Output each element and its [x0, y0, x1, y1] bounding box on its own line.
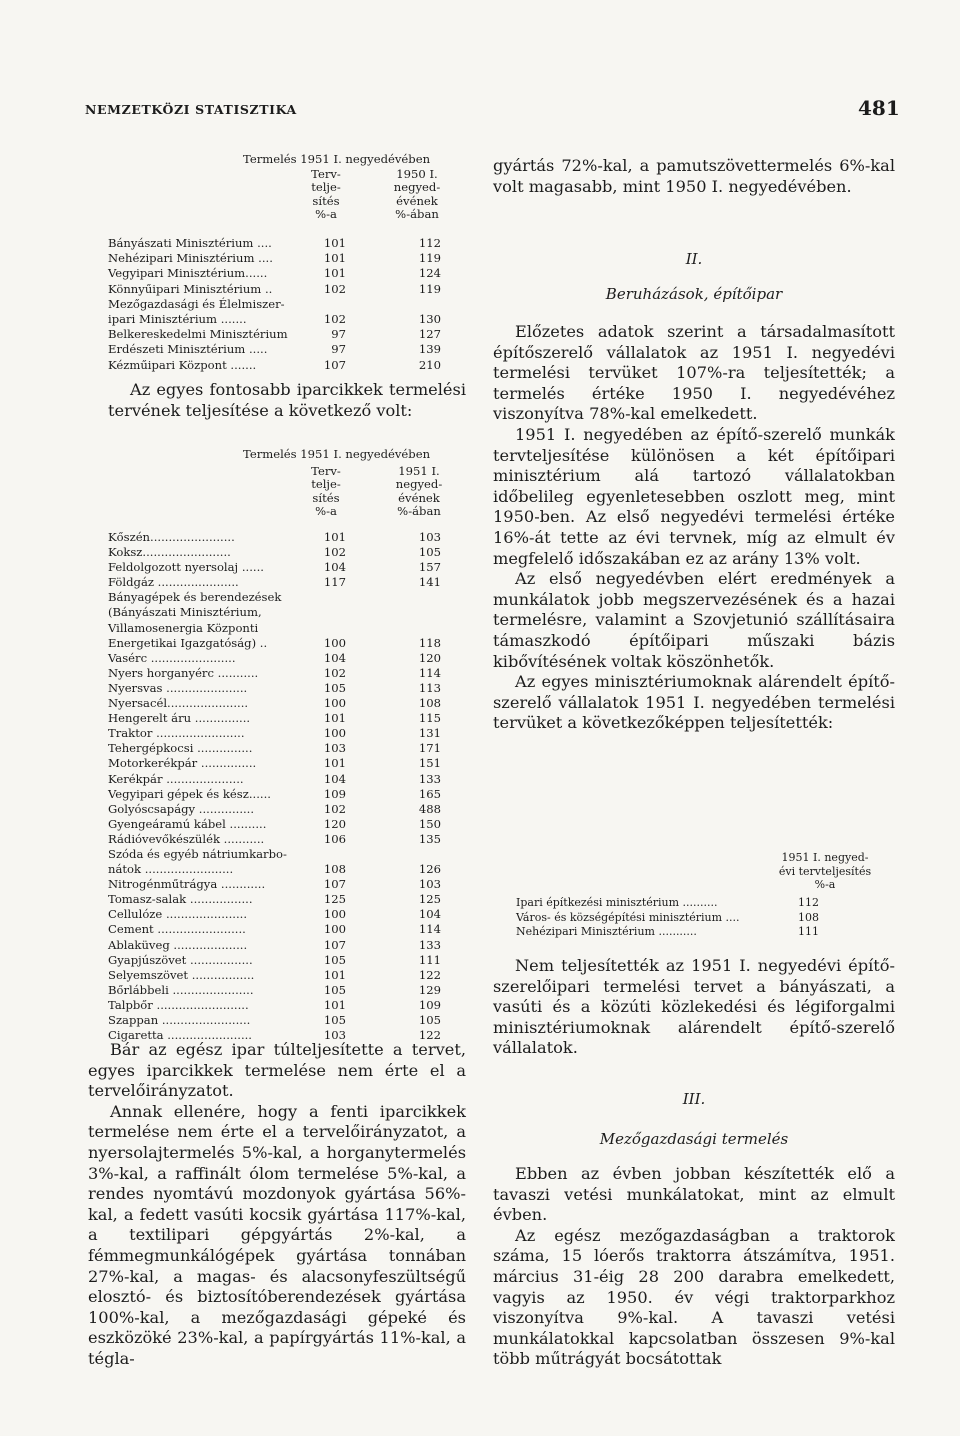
row-label: Gyengeáramú kábel ..........: [108, 816, 267, 831]
row-value-1: 109: [323, 786, 346, 801]
row-label: Cigaretta .......................: [108, 1028, 252, 1043]
table-row: [108, 711, 468, 726]
row-value-1: 102: [323, 665, 346, 680]
row-label: Nyers horganyérc ...........: [108, 665, 259, 680]
row-value-1: 103: [323, 741, 346, 756]
row-value-1: 100: [323, 922, 346, 937]
row-value-1: 103: [323, 1028, 346, 1043]
section3-text: [493, 1164, 895, 1370]
row-label: Vegyipari gépek és kész......: [108, 786, 271, 801]
table-row: [516, 911, 896, 926]
table-row: [516, 896, 896, 911]
row-value-2: 488: [418, 801, 441, 816]
row-value-1: 100: [323, 635, 346, 650]
row-value-2: 111: [418, 952, 441, 967]
row-label: Földgáz ......................: [108, 575, 239, 590]
row-value-1: 104: [323, 650, 346, 665]
row-label: Koksz........................: [108, 545, 231, 560]
row-value-1: 101: [323, 711, 346, 726]
row-value-1: 101: [323, 967, 346, 982]
table-row: [108, 297, 468, 312]
row-value-1: 105: [323, 952, 346, 967]
row-value-2: 133: [418, 937, 441, 952]
table-row: [108, 998, 468, 1013]
table-row: [108, 696, 468, 711]
row-value-1: 101: [323, 236, 346, 250]
running-header: NEMZETKÖZI STATISZTIKA: [85, 102, 297, 117]
row-value-2: 104: [418, 907, 441, 922]
table-row: [108, 312, 468, 327]
table-row: [108, 907, 468, 922]
row-value-2: 118: [418, 635, 441, 650]
row-value-2: 103: [418, 530, 441, 544]
row-value-2: 109: [418, 997, 441, 1012]
table2-col2-header: 1951 I. negyed- évének %-ában: [395, 464, 443, 519]
row-value-2: 105: [418, 545, 441, 560]
row-label: Kőszén.......................: [108, 530, 235, 544]
row-label: Nehézipari Minisztérium ....: [108, 251, 273, 266]
table-row: [108, 726, 468, 741]
row-label: ipari Minisztérium .......: [108, 311, 247, 326]
table-row: [108, 756, 468, 771]
section3-title: Mezőgazdasági termelés: [599, 1130, 789, 1148]
row-value-2: 139: [418, 342, 441, 357]
section3-number: III.: [682, 1090, 706, 1108]
table-row: [108, 862, 468, 877]
row-value-2: 130: [418, 311, 441, 326]
row-label: Golyóscsapágy ...............: [108, 801, 255, 816]
row-value-1: 101: [323, 997, 346, 1012]
row-value-1: 125: [323, 892, 346, 907]
table3-header: 1951 I. negyed- évi tervteljesítés %-a: [778, 851, 872, 891]
row-value-2: 108: [418, 696, 441, 711]
row-value-2: 141: [418, 575, 441, 590]
row-label: Feldolgozott nyersolaj ......: [108, 560, 264, 575]
row-value-1: 107: [323, 357, 346, 372]
row-label: Bányagépek és berendezések: [108, 590, 282, 605]
row-label: Nehézipari Minisztérium ...........: [516, 925, 697, 938]
row-value-2: 150: [418, 816, 441, 831]
row-label: Traktor ........................: [108, 726, 245, 741]
row-value-1: 104: [323, 771, 346, 786]
section2-closing-text: [493, 956, 895, 1059]
row-value-1: 105: [323, 680, 346, 695]
row-value-2: 112: [418, 236, 441, 250]
row-value-1: 105: [323, 1013, 346, 1027]
row-label: Könnyűipari Minisztérium ..: [108, 281, 273, 296]
section2-closing-paragraph: Nem teljesítették az 1951 I. negyedévi építő-szerelőipari termelési tervet a bányászati, a vasúti és a közúti közlekedési és légiforgalmi minisztériumoknak alárendelt építő-szerelő vállalatok.: [493, 956, 895, 1058]
row-label: Villamosenergia Központi: [108, 620, 259, 635]
table-row: [108, 605, 468, 620]
row-value-1: 120: [323, 816, 346, 831]
right-top-text: [493, 156, 895, 197]
section2-paragraph-1: Előzetes adatok szerint a társadalmasított építőszerelő vállalatok az 1951 I. negyedévi termelési tervüket 107%-ra teljesítették; a termelés értéke 1950 I. negyedévéhez viszonyítva 78%-kal emelkedett.: [493, 322, 895, 424]
row-label: (Bányászati Minisztérium,: [108, 605, 262, 620]
row-value-2: 133: [418, 771, 441, 786]
row-value-2: 122: [418, 967, 441, 982]
row-value-1: 105: [323, 982, 346, 997]
row-value-2: 210: [418, 357, 441, 372]
row-value-1: 108: [323, 862, 346, 877]
page-number: 481: [858, 96, 900, 120]
row-value-2: 115: [418, 711, 441, 726]
table-row: [108, 1013, 468, 1028]
row-label: Nyersvas ......................: [108, 680, 248, 695]
table1-col2-header: 1950 I. negyed- évének %-ában: [393, 167, 441, 222]
row-value-1: 97: [331, 327, 346, 342]
row-value-2: 125: [418, 892, 441, 907]
row-value-1: 102: [323, 545, 346, 560]
row-value-2: 127: [418, 327, 441, 342]
row-value-2: 119: [418, 251, 441, 266]
right-top-paragraph: gyártás 72%-kal, a pamutszövettermelés 6%-kal volt magasabb, mint 1950 I. negyedévében.: [493, 156, 895, 196]
table-row: [108, 741, 468, 756]
row-label: Vasérc .......................: [108, 650, 236, 665]
table1-col1-header: Terv- telje- sítés %-a: [311, 167, 341, 222]
table-row: [108, 847, 468, 862]
table-row: [108, 621, 468, 636]
row-value-1: 106: [323, 831, 346, 846]
section3-paragraph-1: Ebben az évben jobban készítették elő a tavaszi vetési munkálatokat, mint az elmult évben.: [493, 1164, 895, 1225]
row-label: Ipari építkezési minisztérium ..........: [516, 896, 718, 909]
row-value-1: 117: [323, 575, 346, 590]
table-row: [108, 342, 468, 357]
row-label: Rádióvevőkészülék ...........: [108, 831, 265, 846]
table-row: [108, 968, 468, 983]
row-label: Hengerelt áru ...............: [108, 711, 251, 726]
row-label: Tehergépkocsi ...............: [108, 741, 253, 756]
row-value-2: 119: [418, 281, 441, 296]
table-row: [108, 282, 468, 297]
intro-text: Az egyes fontosabb iparcikkek termelési tervének teljesítése a következő volt:: [108, 380, 466, 420]
table-row: [108, 358, 468, 373]
table2-col1-header: Terv- telje- sítés %-a: [311, 464, 341, 519]
row-value-2: 103: [418, 877, 441, 892]
row-label: Erdészeti Minisztérium .....: [108, 342, 268, 357]
table-row: [108, 877, 468, 892]
row-label: Bányászati Minisztérium ....: [108, 236, 272, 250]
row-label: Talpbőr .........................: [108, 997, 249, 1012]
section2-number: II.: [685, 250, 703, 268]
row-label: Mezőgazdasági és Élelmiszer-: [108, 296, 285, 311]
table-row: [108, 953, 468, 968]
row-label: nátok ........................: [108, 862, 234, 877]
row-label: Kerékpár .....................: [108, 771, 244, 786]
section3-paragraph-2: Az egész mezőgazdaságban a traktorok száma, 15 lóerős traktorra átszámítva, 1951. március 31-éig 28 200 darabra emelkedett, vagyis az 1950. év végi traktorparkhoz viszonyítva 9%-kal. A tavaszi vetési munkálatokkal kapcsolatban összesen 9%-kal több műtrágyát bocsátottak: [493, 1225, 895, 1369]
row-label: Cement ........................: [108, 922, 246, 937]
row-value-1: 101: [323, 530, 346, 544]
table-row: [108, 530, 468, 545]
section2-paragraph-3: Az első negyedévben elért eredmények a munkálatok jobb megszervezésének és a hazai termelésre, valamint a Szovjetunió szállításaira támaszkodó építőipari műszaki bázis kibővítésének voltak köszönhetők.: [493, 569, 895, 671]
row-value-2: 126: [418, 862, 441, 877]
table-row: [108, 236, 468, 251]
row-value-2: 151: [418, 756, 441, 771]
row-value-2: 114: [418, 922, 441, 937]
row-value-2: 135: [418, 831, 441, 846]
row-value-2: 124: [418, 266, 441, 281]
row-value-1: 101: [323, 266, 346, 281]
table-row: [516, 925, 896, 940]
table-row: [108, 575, 468, 590]
left-paragraph-1: Bár az egész ipar túlteljesítette a tervet, egyes iparcikkek termelése nem érte el a tervelőirányzatot.: [88, 1040, 466, 1101]
row-value-2: 120: [418, 650, 441, 665]
row-label: Nitrogénműtrágya ............: [108, 877, 266, 892]
table-row: [108, 666, 468, 681]
table-row: [108, 636, 468, 651]
row-label: Ablaküveg ....................: [108, 937, 248, 952]
table2-caption: Termelés 1951 I. negyedévében: [243, 447, 431, 461]
row-label: Gyapjúszövet .................: [108, 952, 253, 967]
left-paragraph-2: Annak ellenére, hogy a fenti iparcikkek termelése nem érte el a tervelőirányzatot, a nyersolajtermelés 5%-kal, a horganytermelés 3%-kal, a raffinált ólom termelése 5%-kal, a rendes nyomtávú mozdonyok gyártása 56%-kal, a fedett vasúti kocsik gyártása 117%-kal, a textilipari gépgyártás 2%-kal, a fémmegmunkálógépek gyártása tonnában 27%-kal, a magas- és alacsonyfeszültségű elosztó- és biztosítóberendezések gyártása 100%-kal, a mezőgazdasági gépeké és eszközöké 23%-kal, a papírgyártás 11%-kal, a tégla-: [88, 1101, 466, 1368]
table-row: [108, 651, 468, 666]
table-row: [108, 681, 468, 696]
row-value-1: 100: [323, 907, 346, 922]
row-label: Szóda és egyéb nátriumkarbo-: [108, 846, 287, 861]
table-row: [108, 545, 468, 560]
table3-body: [516, 896, 896, 940]
left-column-text: [88, 1040, 466, 1370]
row-value-1: 104: [323, 560, 346, 575]
row-value-2: 165: [418, 786, 441, 801]
table-row: [108, 590, 468, 605]
row-label: Belkereskedelmi Minisztérium: [108, 327, 288, 342]
row-label: Motorkerékpár ...............: [108, 756, 257, 771]
row-value-1: 107: [323, 937, 346, 952]
row-label: Energetikai Igazgatóság) ..: [108, 635, 268, 650]
table-row: [108, 922, 468, 937]
row-label: Szappan ........................: [108, 1013, 251, 1027]
row-label: Tomasz-salak .................: [108, 892, 253, 907]
table-row: [108, 832, 468, 847]
row-label: Nyersacél......................: [108, 696, 249, 711]
table-row: [108, 787, 468, 802]
table-row: [108, 817, 468, 832]
row-value-1: 107: [323, 877, 346, 892]
table-row: [108, 327, 468, 342]
table-row: [108, 251, 468, 266]
row-value-1: 102: [323, 801, 346, 816]
table1-body: [108, 236, 468, 373]
table-row: [108, 772, 468, 787]
row-value-2: 171: [418, 741, 441, 756]
section2-paragraph-4: Az egyes minisztériumoknak alárendelt építő-szerelő vállalatok 1951 I. negyedében termelési tervüket a következőképpen teljesítették:: [493, 672, 895, 733]
row-value-1: 101: [323, 756, 346, 771]
row-value-1: 101: [323, 251, 346, 266]
table-row: [108, 560, 468, 575]
table-row: [108, 892, 468, 907]
table1-caption: Termelés 1951 I. negyedévében: [243, 152, 431, 166]
row-value-1: 100: [323, 696, 346, 711]
row-value-1: 102: [323, 311, 346, 326]
section2-title: Beruházások, építőipar: [605, 285, 783, 303]
table-row: [108, 802, 468, 817]
row-label: Cellulóze ......................: [108, 907, 248, 922]
row-value-2: 131: [418, 726, 441, 741]
table-row: [108, 983, 468, 998]
row-label: Bőrlábbeli ......................: [108, 982, 254, 997]
table-row: [108, 938, 468, 953]
table-row: [108, 266, 468, 281]
section2-text: [493, 322, 895, 734]
row-value-2: 157: [418, 560, 441, 575]
row-label: Város- és községépítési minisztérium ....: [516, 910, 740, 924]
row-value-2: 113: [418, 680, 441, 695]
row-label: Vegyipari Minisztérium......: [108, 266, 268, 281]
row-value-1: 112: [798, 896, 819, 909]
row-value-2: 129: [418, 982, 441, 997]
row-label: Kézműipari Központ .......: [108, 357, 257, 372]
table2-body: [108, 530, 468, 1043]
row-value-2: 105: [418, 1013, 441, 1027]
row-value-1: 108: [798, 910, 819, 924]
section2-paragraph-2: 1951 I. negyedében az építő-szerelő munkák tervteljesítése különösen a két építőipari minisztérium alá tartozó vállalatokban időbelileg egyenletesebben oszlott meg, mint 1950-ben. Az első negyedévi termelési értéke 16%-át tette az évi tervnek, míg az elmult év megfelelő időszakában ez az arány 13% volt.: [493, 424, 895, 568]
row-value-1: 111: [798, 925, 819, 938]
row-value-2: 114: [418, 665, 441, 680]
row-label: Selyemszövet .................: [108, 967, 255, 982]
row-value-2: 122: [418, 1028, 441, 1043]
row-value-1: 102: [323, 281, 346, 296]
row-value-1: 100: [323, 726, 346, 741]
intro-paragraph: [108, 380, 466, 421]
row-value-1: 97: [331, 342, 346, 357]
